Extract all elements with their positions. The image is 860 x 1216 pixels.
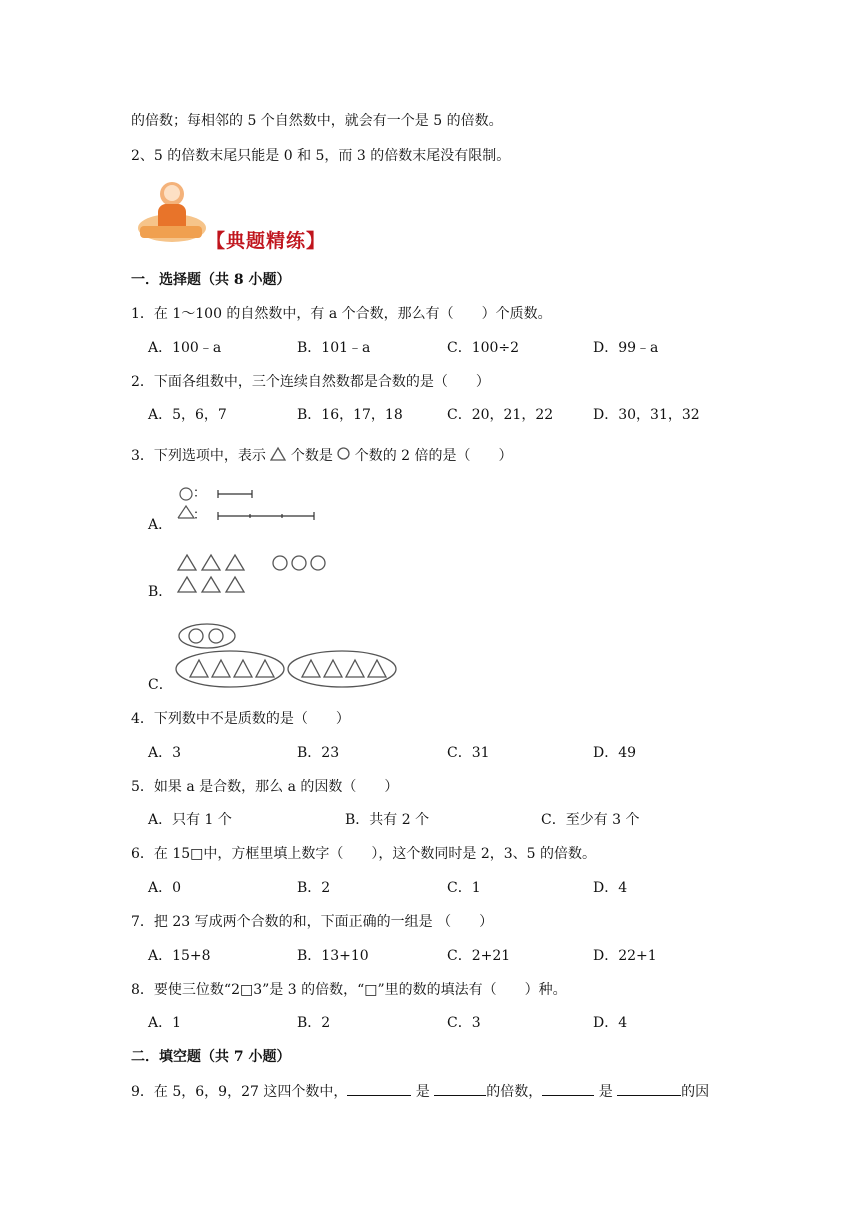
banner-title: 【典题精练】	[206, 230, 327, 252]
question-2-option-b[interactable]: B．16，17，18	[297, 407, 403, 423]
question-5-stem: 5．如果 a 是合数，那么 a 的因数（ ）	[131, 779, 399, 795]
question-7-option-a[interactable]: A．15+8	[148, 948, 211, 964]
question-1-option-c[interactable]: C．100÷2	[447, 340, 520, 356]
triangle-icon	[234, 660, 252, 677]
question-4-option-c[interactable]: C．31	[447, 745, 490, 761]
teacher-illustration-icon	[134, 180, 214, 250]
question-6-stem: 6．在 15□中，方框里填上数字（ ），这个数同时是 2，3、5 的倍数。	[131, 846, 597, 862]
question-2-option-a[interactable]: A．5，6，7	[148, 407, 227, 423]
circle-icon	[180, 488, 192, 500]
answer-blank-3[interactable]	[542, 1081, 594, 1096]
question-8-option-a[interactable]: A．1	[148, 1015, 182, 1031]
option-c-grouped-shapes	[176, 622, 401, 690]
question-2-stem: 2．下面各组数中，三个连续自然数都是合数的是（ ）	[131, 374, 490, 390]
question-9-stem	[131, 1081, 709, 1102]
question-9-part-e: 的因	[681, 1084, 710, 1100]
triangle-icon	[178, 555, 196, 570]
triangle-segment	[218, 512, 314, 520]
section-1-heading: 一．选择题（共 8 小题）	[131, 272, 291, 288]
question-8-option-d[interactable]: D．4	[593, 1015, 628, 1031]
question-4-stem: 4．下列数中不是质数的是（ ）	[131, 711, 350, 727]
triangle-icon	[346, 660, 364, 677]
circle-icon	[209, 629, 223, 643]
question-3-stem-part-1: 3．下列选项中，表示	[131, 448, 266, 464]
intro-line-2: 2、5 的倍数末尾只能是 0 和 5，而 3 的倍数末尾没有限制。	[131, 148, 511, 164]
question-3-stem-part-2: 个数是	[290, 448, 333, 464]
triangle-icon	[270, 447, 286, 461]
triangle-icon	[302, 660, 320, 677]
triangle-icon	[226, 555, 244, 570]
question-7-option-b[interactable]: B．13+10	[297, 948, 369, 964]
question-3-option-c[interactable]: C．	[148, 677, 173, 693]
question-5-option-b[interactable]: B．共有 2 个	[345, 812, 430, 828]
circle-icon	[337, 447, 350, 460]
question-3-stem-part-3: 个数的 2 倍的是（ ）	[354, 448, 513, 464]
answer-blank-2[interactable]	[434, 1081, 486, 1096]
triangle-icon	[202, 555, 220, 570]
circle-icon	[311, 556, 325, 570]
question-7-option-d[interactable]: D．22+1	[593, 948, 657, 964]
question-5-option-a[interactable]: A．只有 1 个	[148, 812, 232, 828]
option-a-colon-2: ：	[193, 508, 207, 523]
question-1-stem: 1．在 1～100 的自然数中，有 a 个合数，那么有（ ）个质数。	[131, 306, 552, 322]
question-2-option-c[interactable]: C．20，21，22	[447, 407, 554, 423]
question-1-option-a[interactable]: A．100﹣a	[148, 340, 222, 356]
triangle-icon	[190, 660, 208, 677]
question-8-option-c[interactable]: C．3	[447, 1015, 481, 1031]
question-6-option-d[interactable]: D．4	[593, 880, 628, 896]
question-6-option-c[interactable]: C．1	[447, 880, 481, 896]
question-8-stem: 8．要使三位数“2□3”是 3 的倍数，“□”里的数的填法有（ ）种。	[131, 982, 567, 998]
circle-segment	[218, 490, 252, 498]
question-3-option-b[interactable]: B．	[148, 584, 173, 600]
section-2-heading: 二．填空题（共 7 小题）	[131, 1049, 291, 1065]
question-6-option-b[interactable]: B．2	[297, 880, 331, 896]
option-a-colon-1: ：	[193, 486, 207, 501]
triangle-icon	[202, 577, 220, 592]
question-1-option-b[interactable]: B．101﹣a	[297, 340, 371, 356]
circle-icon	[292, 556, 306, 570]
triangle-group-1-ellipse	[176, 651, 284, 687]
question-8-option-b[interactable]: B．2	[297, 1015, 331, 1031]
question-9-part-c: 的倍数，	[486, 1084, 543, 1100]
question-1-option-d[interactable]: D．99﹣a	[593, 340, 659, 356]
question-6-option-a[interactable]: A．0	[148, 880, 182, 896]
question-2-option-d[interactable]: D．30，31，32	[593, 407, 700, 423]
answer-blank-1[interactable]	[347, 1081, 411, 1096]
triangle-icon	[178, 506, 194, 518]
triangle-icon	[256, 660, 274, 677]
question-4-option-b[interactable]: B．23	[297, 745, 340, 761]
circle-icon	[273, 556, 287, 570]
question-3-stem	[131, 446, 513, 466]
answer-blank-4[interactable]	[617, 1081, 681, 1096]
question-7-option-c[interactable]: C．2+21	[447, 948, 511, 964]
question-4-option-a[interactable]: A．3	[148, 745, 182, 761]
question-4-option-d[interactable]: D．49	[593, 745, 637, 761]
circle-icon	[189, 629, 203, 643]
question-7-stem: 7．把 23 写成两个合数的和，下面正确的一组是 （ ）	[131, 914, 494, 930]
question-3-option-a[interactable]: A．	[148, 517, 173, 533]
triangle-icon	[226, 577, 244, 592]
question-9-part-a: 9．在 5，6，9，27 这四个数中，	[131, 1084, 348, 1100]
triangle-icon	[212, 660, 230, 677]
triangle-icon	[368, 660, 386, 677]
intro-line-1: 的倍数；每相邻的 5 个自然数中，就会有一个是 5 的倍数。	[131, 113, 503, 129]
circle-group-ellipse	[179, 624, 235, 648]
triangle-icon	[178, 577, 196, 592]
option-b-shape-groups	[176, 553, 336, 597]
question-9-part-d: 是	[598, 1084, 618, 1100]
triangle-group-2-ellipse	[288, 651, 396, 687]
question-9-part-b: 是	[415, 1084, 435, 1100]
triangle-icon	[324, 660, 342, 677]
question-5-option-c[interactable]: C．至少有 3 个	[541, 812, 640, 828]
